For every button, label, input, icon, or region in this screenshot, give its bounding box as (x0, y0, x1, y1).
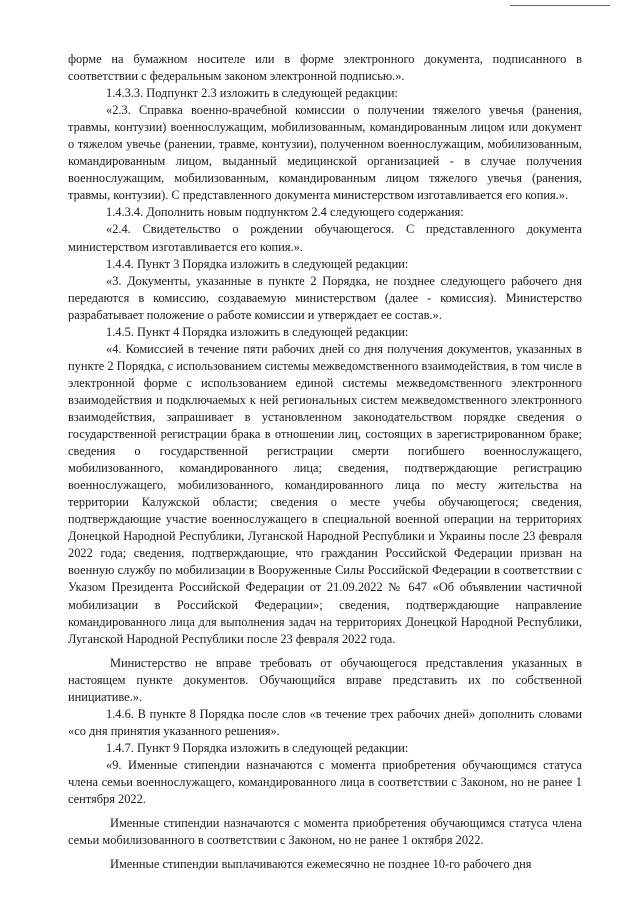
paragraph-1-4-5: 1.4.5. Пункт 4 Порядка изложить в следующей редакции: (106, 324, 409, 339)
paragraph-1-4-6: 1.4.6. В пункте 8 Порядка после слов «в течение трех рабочих дней» дополнить словами «со дня принятия указанного решения». (68, 706, 582, 738)
paragraph-quote-2-4: «2.4. Свидетельство о рождении обучающегося. С представленного документа министерством изготавливается его копия.». (68, 222, 582, 254)
paragraph-continuation: форме на бумажном носителе или в форме электронного документа, подписанного в соответствии с федеральным законом электронной подписью.». (68, 52, 582, 84)
paragraph-ministry-right: Министерство не вправе требовать от обучающегося представления указанных в настоящем пункте документов. Обучающийся вправе представить их по собственной инициативе.». (68, 655, 582, 704)
paragraph-quote-3: «3. Документы, указанные в пункте 2 Порядка, не позднее следующего рабочего дня передаются в комиссию, создаваемую министерством (далее - комиссия). Министерство разрабатывает положение о работе комиссии и утверждает ее состав.». (68, 273, 582, 322)
paragraph-quote-9: «9. Именные стипендии назначаются с момента приобретения обучающимся статуса члена семьи военнослужащего, командированного лица в соответствии с Законом, но не ранее 1 сентября 2022. (68, 757, 582, 807)
paragraph-1-4-4: 1.4.4. Пункт 3 Порядка изложить в следующей редакции: (106, 256, 409, 271)
paragraph-quote-2-3: «2.3. Справка военно-врачебной комиссии о получении тяжелого увечья (ранения, травмы, контузии) военнослужащим, мобилизованным, командированным лицом или документ о тяжелом увечье (ранении, травме, контузии), полученном военнослужащим, мобилизованным, командированным лицом, выданный медицинской организацией - в случае получения военнослужащим, мобилизованным, командированным лицом тяжелого увечья (ранения, травмы, контузии). С представленного документа министерством изготавливается его копия.». (68, 103, 582, 203)
paragraph-stipend-payment: Именные стипендии выплачиваются ежемесячно не позднее 10-го рабочего дня (110, 857, 532, 872)
paragraph-1-4-7: 1.4.7. Пункт 9 Порядка изложить в следующей редакции: (106, 740, 409, 755)
document-page (68, 51, 582, 873)
paragraph-stipend-mobilized: Именные стипендии назначаются с момента приобретения обучающимся статуса члена семьи мобилизованного в соответствии с Законом, но не ранее 1 октября 2022. (68, 816, 582, 848)
paragraph-1-4-3-4: 1.4.3.4. Дополнить новым подпунктом 2.4 следующего содержания: (106, 205, 464, 220)
paragraph-1-4-3-3: 1.4.3.3. Подпункт 2.3 изложить в следующей редакции: (106, 86, 398, 101)
paragraph-quote-4: «4. Комиссией в течение пяти рабочих дней со дня получения документов, указанных в пункте 2 Порядка, с использованием системы межведомственного взаимодействия, в том числе в электронной форме с использованием единой системы межведомственного электронного взаимодействия и подключаемых к ней региональных систем межведомственного электронного взаимодействия, запрашивает в установленном законодательством порядке сведения о государственной регистрации брака в отношении лиц, состоящих в зарегистрированном браке; сведения о государственной регистрации смерти погибшего военнослужащего, мобилизованного, командированного лица; сведения, подтверждающие регистрацию военнослужащего, мобилизованного, командированного лица по месту жительства на территории Калужской области; сведения о месте учебы обучающегося; сведения, подтверждающие участие военнослужащего в специальной военной операции на территориях Донецкой Народной Республики, Луганской Народной Республики и Украины после 23 февраля 2022 года; сведения, подтверждающие, что гражданин Российской Федерации призван на военную службу по мобилизации в Вооруженные Силы Российской Федерации в соответствии с Указом Президента Российской Федерации от 21.09.2022 № 647 «Об объявлении частичной мобилизации в Российской Федерации»; сведения, подтверждающие направление командированного лица для выполнения задач на территориях Донецкой Народной Республики, Луганской Народной Республики после 23 февраля 2022 года. (68, 341, 582, 646)
header-rule (510, 5, 610, 6)
